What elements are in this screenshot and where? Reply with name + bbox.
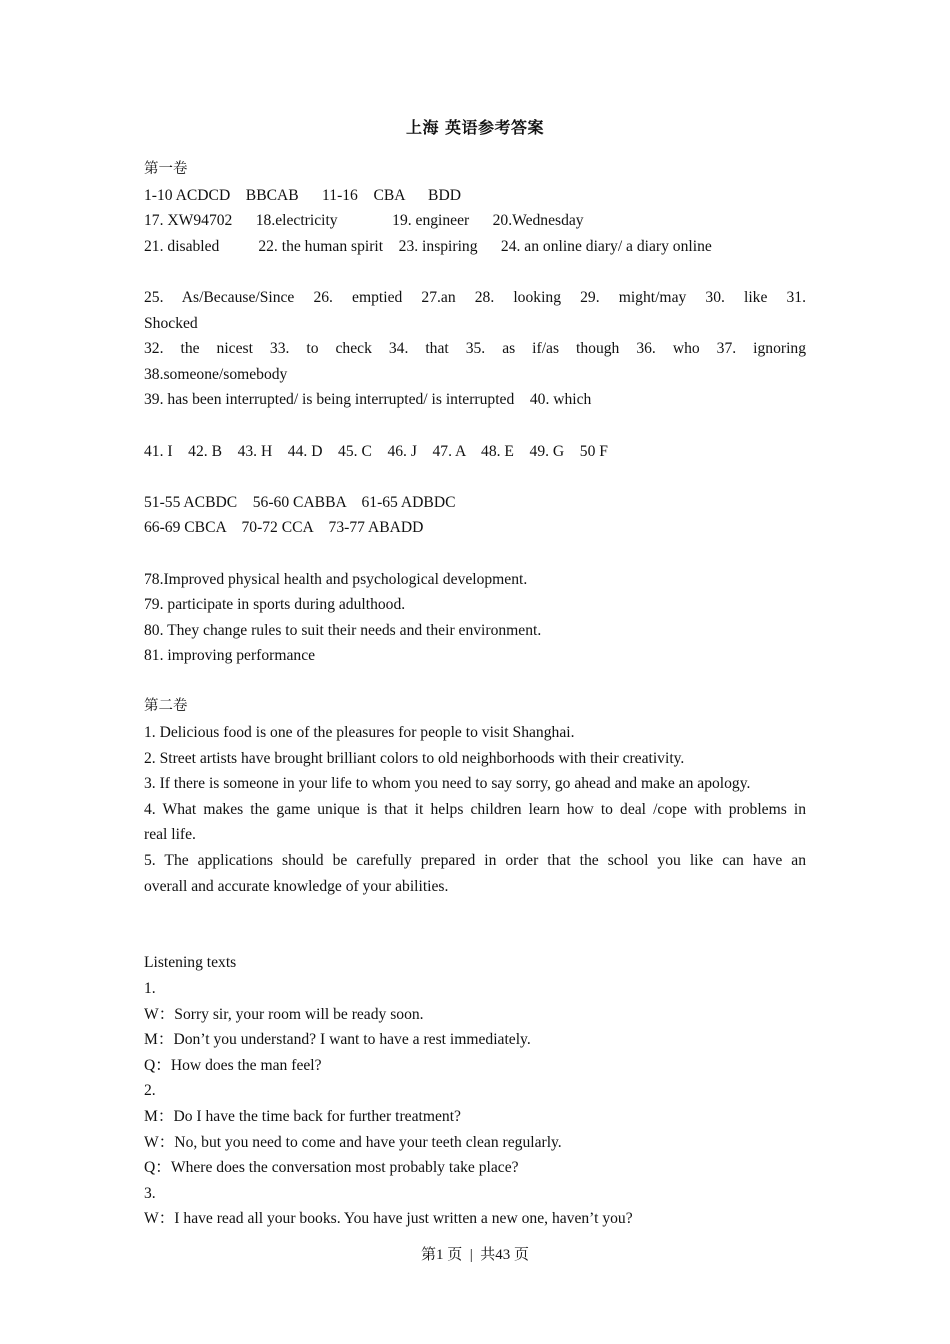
text-line: 3. bbox=[144, 1184, 156, 1202]
text-line: W：I have read all your books. You have just written a new one, haven’t you? bbox=[144, 1210, 633, 1228]
text-line: overall and accurate knowledge of your abilities. bbox=[144, 877, 449, 895]
text-line: 第一卷 bbox=[144, 161, 188, 177]
blank-line bbox=[144, 413, 806, 439]
text-line: real life. bbox=[144, 826, 196, 844]
blank-line bbox=[144, 259, 806, 285]
text-line: W：Sorry sir, your room will be ready soon. bbox=[144, 1005, 424, 1023]
text-line: 41. I 42. B 43. H 44. D 45. C 46. J 47. A 48. E 49. G 50 F bbox=[144, 442, 608, 460]
text-line: 2. Street artists have brought brilliant colors to old neighborhoods with their creativity. bbox=[144, 749, 685, 767]
document-body bbox=[144, 157, 806, 1232]
text-line: 2. bbox=[144, 1082, 156, 1100]
text-line: 21. disabled 22. the human spirit 23. inspiring 24. an online diary/ a diary online bbox=[144, 237, 712, 255]
text-line: W：No, but you need to come and have your teeth clean regularly. bbox=[144, 1133, 562, 1151]
text-line: 1-10 ACDCD BBCAB 11-16 CBA BDD bbox=[144, 186, 461, 204]
text-line: 39. has been interrupted/ is being interrupted/ is interrupted 40. which bbox=[144, 391, 592, 409]
text-line: 79. participate in sports during adulthood. bbox=[144, 596, 406, 614]
document-title: 上海 英语参考答案 bbox=[405, 118, 545, 137]
text-line: 80. They change rules to suit their needs and their environment. bbox=[144, 621, 542, 639]
text-line: Q：Where does the conversation most probably take place? bbox=[144, 1159, 519, 1177]
text-line: Shocked bbox=[144, 314, 198, 332]
blank-line bbox=[144, 899, 806, 925]
blank-line bbox=[144, 925, 806, 951]
text-line: Listening texts bbox=[144, 954, 237, 972]
text-line: 66-69 CBCA 70-72 CCA 73-77 ABADD bbox=[144, 519, 424, 537]
text-line: M：Don’t you understand? I want to have a rest immediately. bbox=[144, 1031, 531, 1049]
text-line: 81. improving performance bbox=[144, 647, 316, 665]
text-line: 1. bbox=[144, 980, 156, 997]
blank-line bbox=[144, 669, 806, 695]
text-line: 32. the nicest 33. to check 34. that 35. as if/as though 36. who 37. ignoring bbox=[144, 340, 806, 358]
text-line: 3. If there is someone in your life to whom you need to say sorry, go ahead and make an apology. bbox=[144, 775, 751, 793]
page-footer: 第1 页 | 共43 页 bbox=[420, 1247, 529, 1263]
text-line: 38.someone/somebody bbox=[144, 365, 288, 383]
text-line: M：Do I have the time back for further treatment? bbox=[144, 1107, 461, 1125]
blank-line bbox=[144, 464, 806, 490]
blank-line bbox=[144, 541, 806, 567]
text-line: 第二卷 bbox=[144, 698, 188, 715]
text-line: 51-55 ACBDC 56-60 CABBA 61-65 ADBDC bbox=[144, 493, 456, 511]
text-line: 25. As/Because/Since 26. emptied 27.an 28. looking 29. might/may 30. like 31. bbox=[144, 288, 806, 306]
text-line: 4. What makes the game unique is that it helps children learn how to deal /cope with problems in bbox=[144, 800, 806, 818]
text-line: 5. The applications should be carefully prepared in order that the school you like can have an bbox=[144, 852, 806, 870]
text-line: 1. Delicious food is one of the pleasures for people to visit Shanghai. bbox=[144, 724, 575, 742]
text-line: 17. XW94702 18.electricity 19. engineer 20.Wednesday bbox=[144, 212, 584, 230]
text-line: Q：How does the man feel? bbox=[144, 1056, 322, 1074]
text-line: 78.Improved physical health and psychological development. bbox=[144, 570, 528, 588]
